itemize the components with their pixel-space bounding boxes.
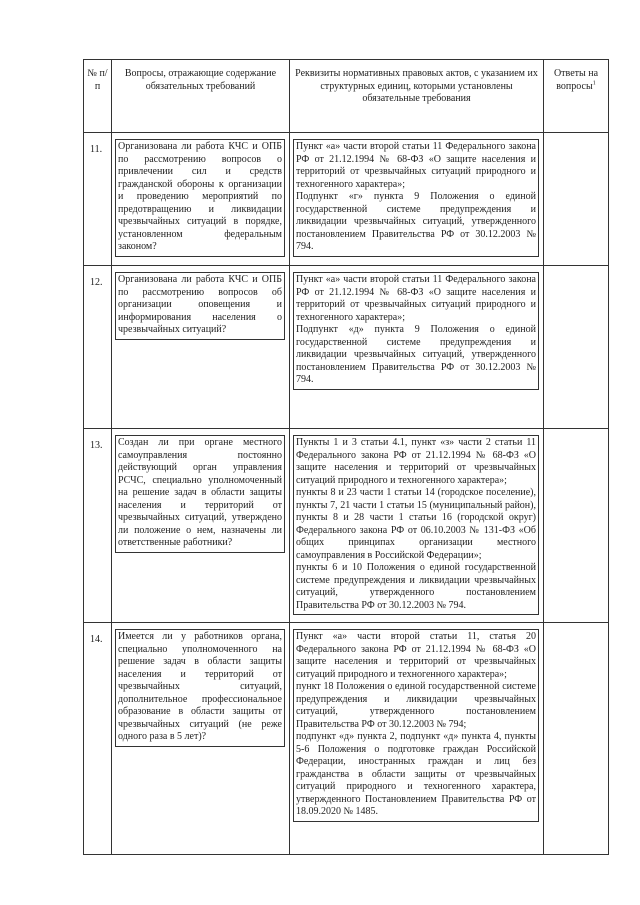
question-text: Организована ли работа КЧС и ОПБ по рассмотрению вопросов об организации оповещения и информирования населения о чрезвычайных ситуаций? [115, 272, 285, 340]
row-number-cell: 13. [84, 429, 112, 623]
answer-cell[interactable] [544, 623, 609, 855]
header-answers: Ответы на вопросы$^1$ [544, 60, 609, 133]
row-number-cell: 12. [84, 266, 112, 429]
question-text: Имеется ли у работников органа, специально уполномоченного на решение задач в области защиты населения и территорий от чрезвычайных ситуаций, дополнительное профессиональное образование в области защиты от чрезвычайных ситуаций (не реже одного раза в 5 лет)? [115, 629, 285, 747]
requisites-text: Пункт «а» части второй статьи 11 Федерального закона РФ от 21.12.1994 № 68-ФЗ «О защите населения и территорий от чрезвычайных ситуаций природного и техногенного характера»; Подпункт «г» пункта 9 Положения о единой государственной системе предупреждения и ликвидации чрезвычайных ситуаций, утвержденного постановлением Правительства РФ от 30.12.2003 № 794. [293, 139, 539, 257]
question-cell [112, 266, 290, 429]
requisites-text: Пункт «а» части второй статьи 11, статья 20 Федерального закона РФ от 21.12.1994 № 68-ФЗ «О защите населения и территорий от чрезвычайных ситуаций природного и техногенного характера»; пункт 18 Положения о единой государственной системе предупреждения и ликвидации чрезвычайных ситуаций, утвержденного постановлением Правительства РФ от 30.12.2003 № 794; подпункт «д» пункта 2, подпункт «д» пункта 4, пункты 5-6 Положения о подготовке граждан Российской Федерации, иностранных граждан и лиц без гражданства в области защиты от чрезвычайных ситуаций природного и техногенного характера, утвержденного Постановлением Правительства РФ от 18.09.2020 № 1485. [293, 629, 539, 822]
question-cell [112, 429, 290, 623]
header-question: Вопросы, отражающие содержание обязательных требований [112, 60, 290, 133]
table-row [84, 133, 609, 266]
footnote-marker: 1 [592, 80, 596, 87]
header-number: № п/п [84, 60, 112, 133]
question-cell [112, 133, 290, 266]
table-header-row [84, 60, 609, 133]
requisites-cell [290, 133, 544, 266]
answer-cell[interactable] [544, 429, 609, 623]
requisites-text: Пункт «а» части второй статьи 11 Федерального закона РФ от 21.12.1994 № 68-ФЗ «О защите населения и территорий от чрезвычайных ситуаций природного и техногенного характера»; Подпункт «д» пункта 9 Положения о единой государственной системе предупреждения и ликвидации чрезвычайных ситуаций, утвержденного постановлением Правительства РФ от 30.12.2003 № 794. [293, 272, 539, 390]
requisites-cell [290, 266, 544, 429]
table-row [84, 266, 609, 429]
row-number-cell: 11. [84, 133, 112, 266]
requisites-cell [290, 429, 544, 623]
requirements-table [83, 59, 609, 855]
requisites-text: Пункты 1 и 3 статьи 4.1, пункт «з» части 2 статьи 11 Федерального закона РФ от 21.12.1994 № 68-ФЗ «О защите населения и территорий от чрезвычайных ситуаций природного и техногенного характера»; пункты 8 и 23 части 1 статьи 14 (городское поселение), пункты 7, 21 части 1 статьи 15 (муниципальный район), пункты 8 и 28 части 1 статьи 16 (городской округ) Федерального закона РФ от 06.10.2003 № 131-ФЗ «Об общих принципах организации местного самоуправления в Российской Федерации»; пункты 6 и 10 Положения о единой государственной системе предупреждения и ликвидации чрезвычайных ситуаций, утвержденного постановлением Правительства РФ от 30.12.2003 № 794. [293, 435, 539, 615]
answer-cell[interactable] [544, 133, 609, 266]
answer-cell[interactable] [544, 266, 609, 429]
requisites-cell [290, 623, 544, 855]
table-row [84, 429, 609, 623]
question-cell [112, 623, 290, 855]
question-text: Создан ли при органе местного самоуправления постоянно действующий орган управления РСЧС, специально уполномоченный на решение задач в области защиты населения и территорий от чрезвычайных ситуаций, утверждено ли положение о нем, назначены ли ответственные работники? [115, 435, 285, 553]
row-number-cell: 14. [84, 623, 112, 855]
table-row [84, 623, 609, 855]
header-requisites: Реквизиты нормативных правовых актов, с указанием их структурных единиц, которыми установлены обязательные требования [290, 60, 544, 133]
question-text: Организована ли работа КЧС и ОПБ по рассмотрению вопросов о привлечении сил и средств гражданской обороны к организации и проведению мероприятий по предотвращению и ликвидации чрезвычайных ситуаций в порядке, установленном федеральным законом? [115, 139, 285, 257]
